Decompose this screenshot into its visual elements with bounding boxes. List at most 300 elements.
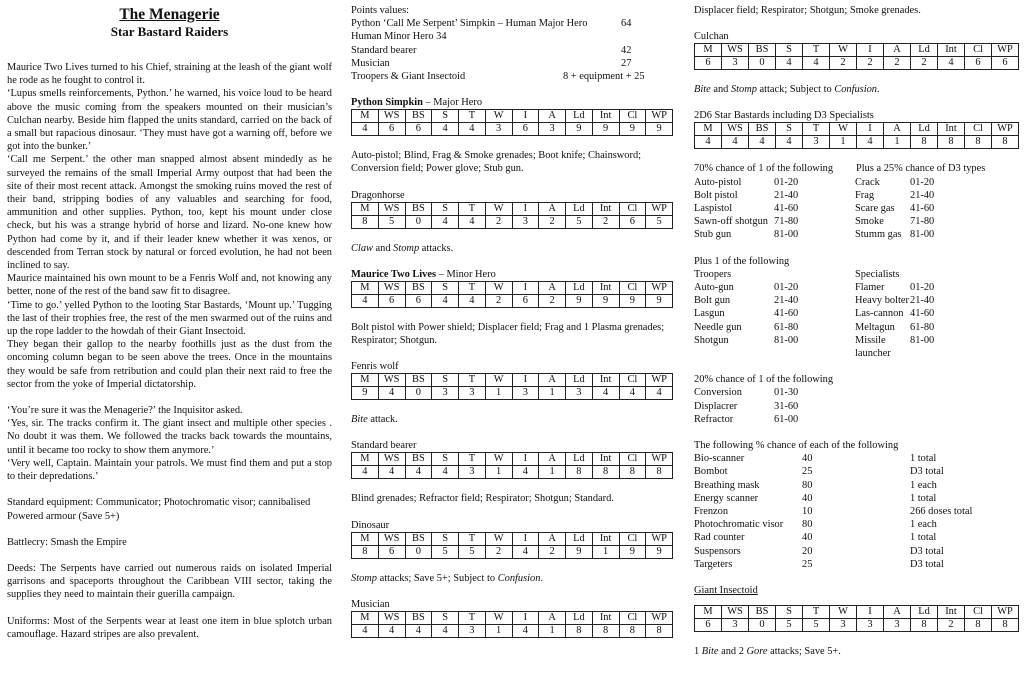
stat-header: A — [539, 374, 566, 387]
stat-header: T — [459, 110, 486, 123]
stat-header: Int — [938, 123, 965, 136]
table-cell: 25 — [802, 558, 813, 570]
stat-value: 8 — [352, 545, 379, 558]
stat-header: I — [512, 110, 539, 123]
stat-header: BS — [405, 374, 432, 387]
stat-value: 2 — [539, 215, 566, 228]
stat-header: W — [485, 202, 512, 215]
stat-value: 9 — [566, 294, 593, 307]
profiles-column — [351, 4, 673, 638]
stat-value: 4 — [459, 294, 486, 307]
stat-header: T — [803, 606, 830, 619]
stat-header: WP — [646, 532, 673, 545]
stat-header: M — [695, 123, 722, 136]
stat-value: 1 — [592, 545, 619, 558]
stat-value: 1 — [539, 466, 566, 479]
table-cell: Auto-pistol — [694, 176, 742, 188]
table-cell: Energy scanner — [694, 492, 759, 504]
stat-header: A — [539, 110, 566, 123]
table-cell: Heavy bolter — [855, 295, 909, 307]
stat-value: 6 — [695, 619, 722, 632]
stat-value: 5 — [378, 215, 405, 228]
stat-header: A — [539, 532, 566, 545]
stat-value: 3 — [459, 466, 486, 479]
stat-header: A — [884, 44, 911, 57]
stat-header: I — [857, 44, 884, 57]
stat-header: BS — [749, 44, 776, 57]
stat-header: M — [352, 611, 379, 624]
stat-header: I — [512, 281, 539, 294]
stat-table — [351, 109, 673, 136]
stat-header: WP — [646, 611, 673, 624]
stat-value: 3 — [884, 619, 911, 632]
stat-header: WS — [378, 611, 405, 624]
stat-value: 0 — [749, 619, 776, 632]
stat-header: W — [485, 281, 512, 294]
stat-value: 6 — [378, 123, 405, 136]
stat-value: 5 — [459, 545, 486, 558]
stat-header: WP — [992, 123, 1019, 136]
stat-value: 4 — [378, 466, 405, 479]
stat-value: 3 — [512, 215, 539, 228]
stat-value: 4 — [405, 624, 432, 637]
stat-value: 5 — [646, 215, 673, 228]
stat-header: S — [776, 606, 803, 619]
stat-header: S — [432, 453, 459, 466]
stat-value: 4 — [352, 624, 379, 637]
stat-header: WS — [722, 123, 749, 136]
stat-value: 4 — [352, 294, 379, 307]
stat-value: 3 — [857, 619, 884, 632]
table-cell: 80 — [802, 479, 813, 491]
stat-table — [694, 43, 1019, 70]
weapon-table: Plus 1 of the following Troopers Specialists Auto-gun 01-20 Flamer 01-20 Bolt gun 21-40 Heavy bolter 21-40 Lasgun 41-60 Las-cannon 41-60 Needle gun 61-80 Meltagun 61-80 Shotgun 81-00 Missile launcher 81-00 — [694, 255, 1019, 361]
stat-header: M — [695, 44, 722, 57]
standard-equipment: Standard equipment: Communicator; Photochromatic visor; cannibalised Powered armour (Save 5+) — [7, 497, 311, 522]
stat-header: M — [352, 281, 379, 294]
table-cell: Refractor — [694, 413, 734, 425]
table-cell: 01-20 — [910, 176, 935, 188]
stat-value: 8 — [938, 136, 965, 149]
table-cell: 21-40 — [910, 295, 935, 307]
stat-header: I — [512, 611, 539, 624]
points-line: Standard bearer 42 — [351, 44, 632, 56]
stat-table — [351, 281, 673, 308]
table-cell: 41-60 — [774, 203, 799, 215]
stat-value: 4 — [512, 624, 539, 637]
table-cell: Displacrer — [694, 400, 738, 412]
points-line: Python ‘Call Me Serpent’ Simpkin – Human Major Hero 64 — [351, 18, 632, 30]
stat-header: W — [830, 606, 857, 619]
stat-table — [351, 532, 673, 559]
stat-header: Ld — [566, 453, 593, 466]
stat-header: WS — [378, 453, 405, 466]
points-line: Human Minor Hero 34 — [351, 31, 447, 43]
table-cell: 21-40 — [774, 189, 799, 201]
tables-column — [694, 4, 1019, 658]
stat-header: Ld — [566, 374, 593, 387]
stat-value: 8 — [566, 624, 593, 637]
stat-header: S — [432, 611, 459, 624]
table-cell: Crack — [855, 176, 880, 188]
stat-value: 4 — [378, 387, 405, 400]
stat-header: WS — [722, 44, 749, 57]
stat-value: 2 — [485, 294, 512, 307]
stat-value: 2 — [938, 619, 965, 632]
stat-value: 9 — [646, 294, 673, 307]
stat-header: WP — [646, 453, 673, 466]
stat-value: 4 — [512, 466, 539, 479]
profile-title: Fenris wolf — [351, 361, 399, 373]
stat-value: 4 — [938, 57, 965, 70]
stat-value: 2 — [485, 545, 512, 558]
stat-header: Int — [592, 374, 619, 387]
table-cell: Sawn-off shotgun — [694, 216, 768, 228]
stat-header: Ld — [566, 611, 593, 624]
stat-header: S — [432, 202, 459, 215]
stat-value: 1 — [485, 387, 512, 400]
stat-header: WP — [646, 202, 673, 215]
stat-value: 6 — [619, 215, 646, 228]
profile-equipment: Auto-pistol; Blind, Frag & Smoke grenades; Boot knife; Chainsword; Conversion field; Power glove; Stub gun. — [351, 150, 642, 175]
table-cell: Lasgun — [694, 308, 725, 320]
stat-header: S — [432, 281, 459, 294]
stat-header: WS — [722, 606, 749, 619]
stat-header: M — [352, 374, 379, 387]
table-cell: 266 doses total — [910, 506, 973, 518]
page-subtitle: Star Bastard Raiders — [110, 24, 229, 39]
stat-header: T — [803, 123, 830, 136]
stat-header: I — [512, 453, 539, 466]
table-cell: Flamer — [855, 282, 885, 294]
table-cell: 71-80 — [910, 216, 935, 228]
stat-header: M — [352, 202, 379, 215]
stat-header: M — [695, 606, 722, 619]
table-cell: 80 — [802, 519, 813, 531]
stat-header: T — [803, 44, 830, 57]
table-cell: 1 total — [910, 453, 937, 465]
stat-value: 9 — [619, 294, 646, 307]
table-cell: Auto-gun — [694, 282, 734, 294]
stat-header: Int — [938, 44, 965, 57]
stat-header: T — [459, 202, 486, 215]
stat-header: W — [830, 44, 857, 57]
stat-value: 4 — [352, 123, 379, 136]
profile-note: Bite and Stomp attack; Subject to Confusion. — [694, 84, 880, 96]
stat-header: Cl — [965, 44, 992, 57]
table-cell: Bolt pistol — [694, 189, 738, 201]
table-cell: 1 each — [910, 479, 937, 491]
stat-value: 1 — [539, 387, 566, 400]
story-paragraph: Maurice Two Lives turned to his Chief, straining at the leash of the giant wolf he rode as he fought to control it. — [7, 62, 332, 87]
stat-header: I — [512, 532, 539, 545]
table-cell: Frenzon — [694, 506, 729, 518]
stat-header: WP — [646, 374, 673, 387]
stat-value: 5 — [803, 619, 830, 632]
stat-value: 2 — [830, 57, 857, 70]
stat-value: 8 — [992, 136, 1019, 149]
stat-header: Cl — [619, 374, 646, 387]
stat-header: Cl — [619, 281, 646, 294]
stat-value: 3 — [432, 387, 459, 400]
profile-title: Dinosaur — [351, 519, 390, 531]
stat-header: WP — [646, 110, 673, 123]
stat-value: 8 — [911, 619, 938, 632]
stat-header: W — [485, 110, 512, 123]
stat-header: A — [884, 123, 911, 136]
stat-value: 6 — [405, 294, 432, 307]
table-cell: 41-60 — [910, 203, 935, 215]
stat-value: 0 — [405, 545, 432, 558]
stat-value: 4 — [722, 136, 749, 149]
stat-value: 8 — [619, 466, 646, 479]
uniforms: Uniforms: Most of the Serpents wear at least one item in blue splotch urban camouflage. Hazard stripes are also prevalent. — [7, 615, 332, 640]
stat-header: Ld — [911, 606, 938, 619]
stat-value: 3 — [485, 123, 512, 136]
points-line: Musician 27 — [351, 57, 632, 69]
table-cell: 21-40 — [774, 295, 799, 307]
table-cell: Needle gun — [694, 321, 742, 333]
stat-value: 1 — [830, 136, 857, 149]
stat-value: 3 — [566, 387, 593, 400]
stat-value: 4 — [432, 466, 459, 479]
table-cell: Missile launcher — [855, 334, 891, 360]
stat-header: I — [512, 202, 539, 215]
stat-value: 2 — [539, 294, 566, 307]
table-cell: 81-00 — [910, 229, 935, 241]
stat-value: 9 — [646, 545, 673, 558]
stat-header: T — [459, 611, 486, 624]
table-cell: Bombot — [694, 466, 728, 478]
stat-header: Cl — [965, 123, 992, 136]
table-cell: 21-40 — [910, 189, 935, 201]
table-cell: Frag — [855, 189, 875, 201]
table-cell: 81-00 — [910, 334, 935, 346]
stat-header: Cl — [965, 606, 992, 619]
table-cell: 31-60 — [774, 400, 799, 412]
stat-value: 6 — [512, 123, 539, 136]
stat-value: 4 — [405, 466, 432, 479]
profile-title: Maurice Two Lives – Minor Hero — [351, 268, 496, 280]
field-table: 20% chance of 1 of the following Conversion 01-30 Displacrer 31-60 Refractor 61-00 — [694, 373, 1019, 426]
stat-header: W — [485, 611, 512, 624]
stat-value: 6 — [405, 123, 432, 136]
stat-value: 1 — [485, 624, 512, 637]
stat-header: A — [884, 606, 911, 619]
stat-header: Int — [592, 532, 619, 545]
table-cell: 01-20 — [774, 176, 799, 188]
stat-value: 6 — [512, 294, 539, 307]
stat-header: S — [776, 123, 803, 136]
table-cell: 61-80 — [774, 321, 799, 333]
narrative-column — [7, 4, 332, 641]
stat-value: 6 — [992, 57, 1019, 70]
stat-header: Int — [938, 606, 965, 619]
stat-header: Cl — [619, 453, 646, 466]
table-cell: 10 — [802, 506, 813, 518]
table-cell: Meltagun — [855, 321, 895, 333]
table-cell: Bolt gun — [694, 295, 731, 307]
stat-value: 0 — [749, 57, 776, 70]
stat-header: S — [432, 374, 459, 387]
stat-header: WS — [378, 110, 405, 123]
stat-header: WP — [992, 44, 1019, 57]
stat-value: 5 — [566, 215, 593, 228]
table-cell: 01-20 — [910, 282, 935, 294]
points-line: Troopers & Giant Insectoid 8 + equipment + 25 — [351, 71, 645, 83]
stat-header: A — [539, 202, 566, 215]
dialogue-paragraph: ‘Yes, sir. The tracks confirm it. The giant insect and multiple other species . No doubt it was them. We followed the tracks back towards the mountains, until it became too rocky to show them anymore.’ — [7, 418, 332, 456]
stat-header: Ld — [566, 281, 593, 294]
table-cell: Stumm gas — [855, 229, 902, 241]
stat-value: 9 — [566, 123, 593, 136]
stat-value: 4 — [459, 123, 486, 136]
profile-equipment: Displacer field; Respirator; Shotgun; Smoke grenades. — [694, 5, 921, 16]
stat-value: 2 — [485, 215, 512, 228]
stat-value: 6 — [378, 294, 405, 307]
stat-header: BS — [405, 281, 432, 294]
profile-equipment: Blind grenades; Refractor field; Respirator; Shotgun; Standard. — [351, 493, 614, 505]
stat-header: W — [485, 453, 512, 466]
stat-header: Ld — [566, 202, 593, 215]
story-paragraph: ‘Time to go.’ yelled Python to the looting Star Bastards, ‘Mount up.’ Tugging the last of their trophies free, the rest of the men swarmed out of the ruins and up the rope ladder to the howdah of their Giant Insectoid. — [7, 299, 332, 338]
stat-header: WS — [378, 532, 405, 545]
stat-header: Ld — [911, 44, 938, 57]
stat-header: BS — [405, 453, 432, 466]
stat-value: 6 — [378, 545, 405, 558]
story-paragraph: Maurice maintained his own mount to be a Fenris Wolf and, not knowing any better, none of the rest of the band saw fit to disagree. — [7, 273, 332, 298]
table-cell: 41-60 — [774, 308, 799, 320]
table-cell: 1 total — [910, 532, 937, 544]
story-paragraph: They began their gallop to the nearby foothills just as the dust from the oncoming column began to be seen above the trees. Once in the mountains they would be safe from retribution and could plan their next raid to free the sector from the yoke of Imperial dictatorship. — [7, 339, 332, 390]
stat-header: WS — [378, 281, 405, 294]
dialogue-paragraph: ‘You’re sure it was the Menagerie?’ the Inquisitor asked. — [7, 405, 243, 417]
stat-value: 3 — [512, 387, 539, 400]
stat-table — [351, 611, 673, 638]
stat-value: 8 — [592, 466, 619, 479]
table-cell: Photochromatic visor — [694, 519, 784, 531]
points-title: Points values: — [351, 5, 410, 16]
stat-value: 8 — [646, 624, 673, 637]
profile-title: Standard bearer — [351, 440, 417, 452]
stat-header: M — [352, 453, 379, 466]
profile-title: Musician — [351, 598, 390, 610]
stat-value: 4 — [776, 57, 803, 70]
stat-value: 3 — [722, 57, 749, 70]
stat-value: 4 — [352, 466, 379, 479]
stat-value: 2 — [539, 545, 566, 558]
table-cell: 81-00 — [774, 229, 799, 241]
table-cell: 1 total — [910, 492, 937, 504]
stat-table — [351, 202, 673, 229]
table-cell: 01-20 — [774, 282, 799, 294]
stat-table — [351, 373, 673, 400]
stat-value: 9 — [619, 545, 646, 558]
table-cell: 01-30 — [774, 387, 799, 399]
stat-table — [351, 452, 673, 479]
stat-value: 9 — [646, 123, 673, 136]
battlecry: Battlecry: Smash the Empire — [7, 536, 127, 548]
stat-value: 1 — [539, 624, 566, 637]
stat-value: 4 — [619, 387, 646, 400]
stat-header: Ld — [566, 532, 593, 545]
table-cell: Shotgun — [694, 334, 729, 346]
stat-table — [694, 122, 1019, 149]
stat-value: 4 — [695, 136, 722, 149]
stat-value: 9 — [352, 387, 379, 400]
stat-value: 8 — [566, 466, 593, 479]
stat-header: S — [776, 44, 803, 57]
stat-value: 9 — [619, 123, 646, 136]
table-cell: Las-cannon — [855, 308, 904, 320]
stat-value: 5 — [776, 619, 803, 632]
stat-value: 4 — [646, 387, 673, 400]
stat-value: 3 — [539, 123, 566, 136]
stat-value: 5 — [432, 545, 459, 558]
stat-value: 2 — [884, 57, 911, 70]
stat-table — [694, 605, 1019, 632]
table-cell: Stub gun — [694, 229, 732, 241]
stat-header: BS — [749, 606, 776, 619]
story-paragraph: ‘Lupus smells reinforcements, Python.’ he warned, his voice loud to be heard above the music coming from the speakers mounted on their musician’s Culchan nearby. Beside him flapped the units standard, carried on the back of a small but rapacious dinosaur. ‘They must have got a warning off, before we got into the bunker.’ — [7, 88, 332, 153]
stat-value: 4 — [432, 215, 459, 228]
table-cell: Targeters — [694, 558, 733, 570]
stat-header: BS — [405, 532, 432, 545]
table-cell: Laspistol — [694, 203, 733, 215]
profile-title: Dragonhorse — [351, 189, 405, 201]
stat-header: A — [539, 281, 566, 294]
stat-value: 4 — [432, 624, 459, 637]
profile-note: Bite attack. — [351, 414, 398, 426]
table-cell: 40 — [802, 453, 813, 465]
stat-header: Int — [592, 453, 619, 466]
stat-value: 3 — [459, 624, 486, 637]
stat-header: Int — [592, 611, 619, 624]
table-cell: 61-80 — [910, 321, 935, 333]
stat-header: I — [857, 123, 884, 136]
stat-value: 0 — [405, 387, 432, 400]
stat-header: T — [459, 532, 486, 545]
table-cell: D3 total — [910, 558, 944, 570]
stat-value: 8 — [965, 619, 992, 632]
stat-header: Cl — [619, 202, 646, 215]
stat-value: 3 — [722, 619, 749, 632]
stat-value: 4 — [432, 123, 459, 136]
stat-value: 1 — [485, 466, 512, 479]
table-cell: Conversion — [694, 387, 742, 399]
stat-header: W — [485, 532, 512, 545]
stat-header: S — [432, 110, 459, 123]
stat-header: I — [857, 606, 884, 619]
stat-header: I — [512, 374, 539, 387]
stat-header: Ld — [911, 123, 938, 136]
table-cell: 41-60 — [910, 308, 935, 320]
table-cell: 71-80 — [774, 216, 799, 228]
stat-header: BS — [405, 611, 432, 624]
stat-header: BS — [405, 202, 432, 215]
stat-value: 6 — [695, 57, 722, 70]
deeds: Deeds: The Serpents have carried out numerous raids on isolated Imperial garrisons and spaceports throughout the Caribbean VIII sector, taking the supplies they need to maintain their guerilla campaign. — [7, 562, 332, 601]
stat-header: WP — [646, 281, 673, 294]
table-cell: 1 each — [910, 519, 937, 531]
table-cell: 40 — [802, 492, 813, 504]
table-cell: 61-00 — [774, 413, 799, 425]
stat-value: 4 — [592, 387, 619, 400]
stat-header: S — [432, 532, 459, 545]
profile-equipment: Bolt pistol with Power shield; Displacer field; Frag and 1 Plasma grenades; Respirator; Shotgun. — [351, 321, 665, 347]
stat-header: T — [459, 453, 486, 466]
profile-note: Stomp attacks; Save 5+; Subject to Confusion. — [351, 572, 544, 584]
